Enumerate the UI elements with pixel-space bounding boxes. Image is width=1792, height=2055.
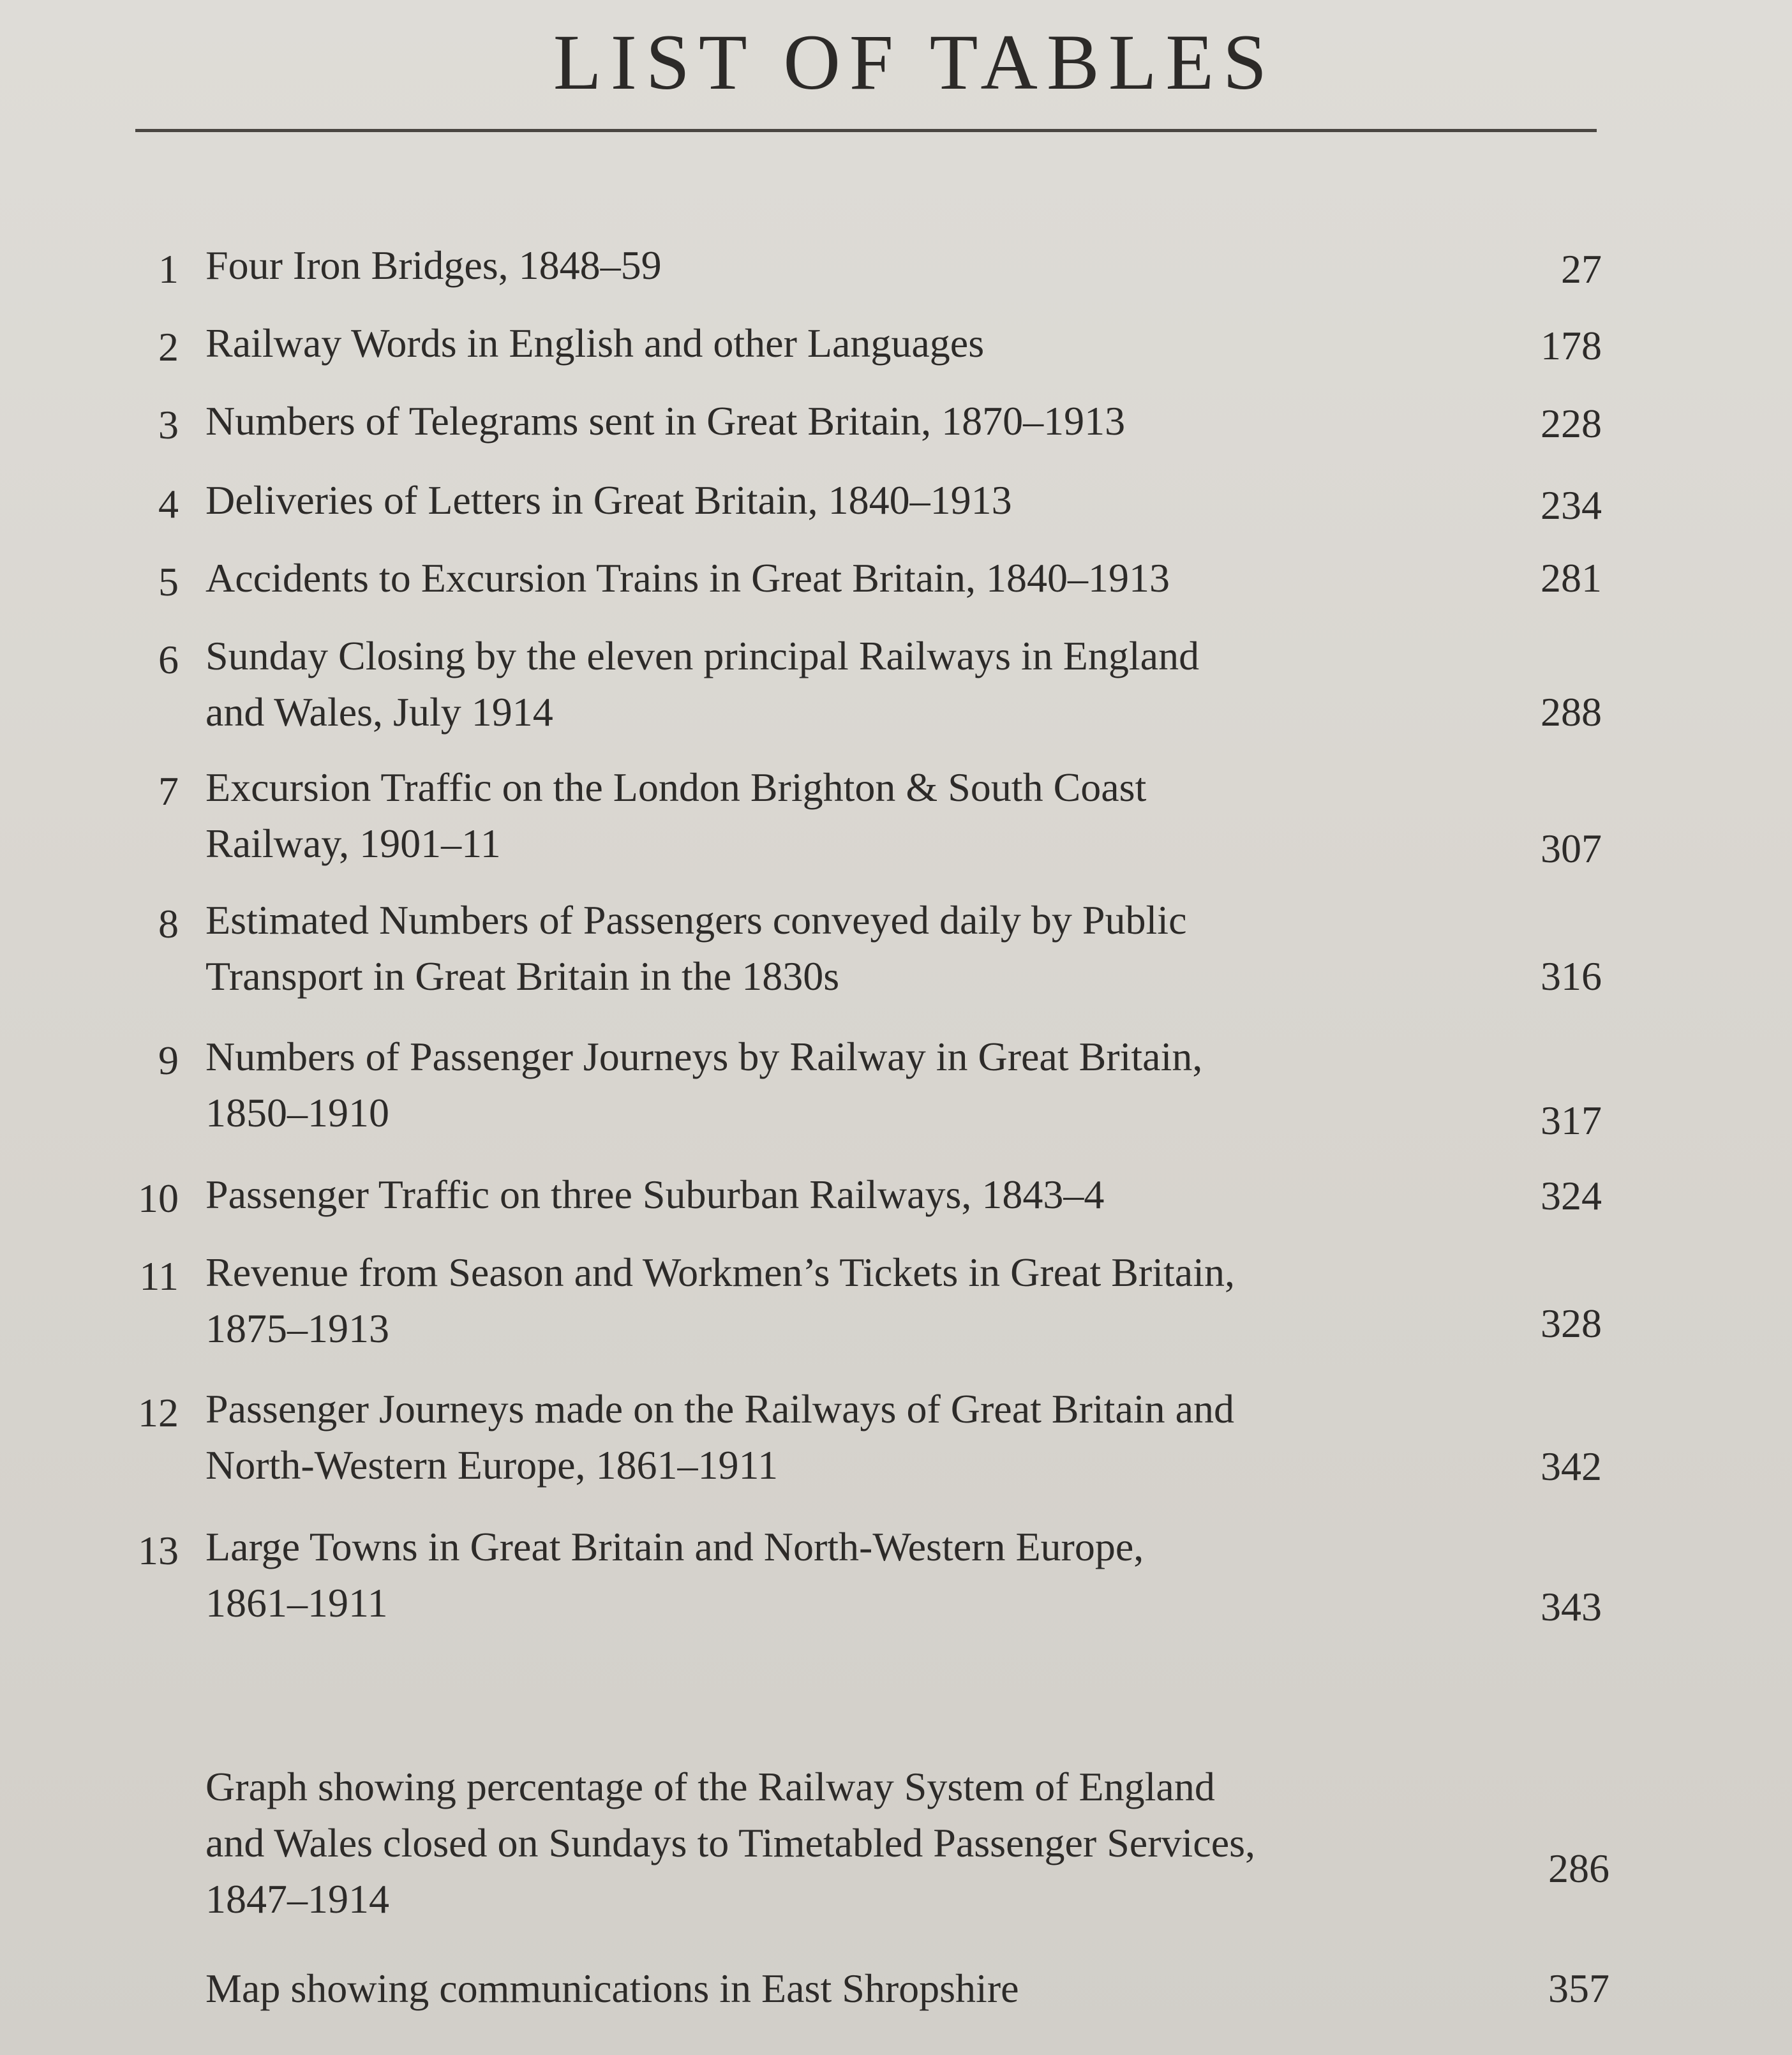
entry-title xyxy=(205,1759,1469,1927)
entry-title xyxy=(205,1381,1469,1493)
entry-title xyxy=(205,1167,1469,1223)
entry-number: 5 xyxy=(158,559,179,604)
entry-page: 324 xyxy=(1541,1173,1602,1218)
entry-line: Passenger Traffic on three Suburban Railways, 1843–4 xyxy=(205,1172,1105,1217)
entry-line: Map showing communications in East Shropshire xyxy=(205,1966,1019,2011)
entry-page: 317 xyxy=(1541,1098,1602,1143)
entry-line: Railway, 1901–11 xyxy=(205,821,501,866)
entry-line: Four Iron Bridges, 1848–59 xyxy=(205,243,662,288)
entry-line: Railway Words in English and other Languages xyxy=(205,320,985,366)
entry-line: Large Towns in Great Britain and North-Western Europe, xyxy=(205,1524,1144,1569)
entry-title xyxy=(205,472,1469,528)
entry-number: 12 xyxy=(138,1390,179,1435)
entry-title xyxy=(205,892,1469,1005)
entry-line: Graph showing percentage of the Railway System of England xyxy=(205,1764,1215,1809)
entry-page: 307 xyxy=(1541,826,1602,871)
entry-page: 288 xyxy=(1541,689,1602,735)
entry-line: 1861–1911 xyxy=(205,1580,388,1625)
entry-page: 316 xyxy=(1541,953,1602,999)
entry-number: 9 xyxy=(158,1038,179,1083)
entry-number: 1 xyxy=(158,246,179,292)
entry-title xyxy=(205,759,1469,872)
entry-number: 10 xyxy=(138,1176,179,1221)
entry-line: Revenue from Season and Workmen’s Tickets in Great Britain, xyxy=(205,1250,1235,1295)
entry-number: 8 xyxy=(158,901,179,946)
entry-line: 1850–1910 xyxy=(205,1090,389,1135)
entry-title xyxy=(205,1244,1469,1357)
entry-line: North-Western Europe, 1861–1911 xyxy=(205,1442,779,1488)
entry-page: 286 xyxy=(1548,1846,1609,1891)
entry-number: 2 xyxy=(158,324,179,370)
entry-title xyxy=(205,315,1469,371)
entry-title xyxy=(205,628,1469,740)
entry-title xyxy=(205,1519,1469,1631)
entry-line: Sunday Closing by the eleven principal Railways in England xyxy=(205,633,1200,678)
entry-line: Deliveries of Letters in Great Britain, 1840–1913 xyxy=(205,477,1012,523)
entry-line: and Wales, July 1914 xyxy=(205,689,553,735)
entry-number: 13 xyxy=(138,1528,179,1573)
entry-line: 1847–1914 xyxy=(205,1876,389,1922)
entry-page: 342 xyxy=(1541,1444,1602,1489)
entry-title xyxy=(205,550,1469,606)
entry-title xyxy=(205,1029,1469,1141)
entry-page: 281 xyxy=(1541,555,1602,601)
entry-page: 328 xyxy=(1541,1301,1602,1346)
entry-number: 11 xyxy=(139,1253,179,1299)
title-rule xyxy=(135,129,1597,132)
entry-page: 343 xyxy=(1541,1584,1602,1629)
entry-number: 4 xyxy=(158,481,179,527)
entry-title xyxy=(205,237,1469,294)
page-title: LIST OF TABLES xyxy=(553,19,1276,106)
entry-line: Accidents to Excursion Trains in Great Britain, 1840–1913 xyxy=(205,555,1170,601)
entry-line: 1875–1913 xyxy=(205,1306,389,1351)
entry-page: 357 xyxy=(1548,1966,1609,2011)
entry-line: Passenger Journeys made on the Railways of Great Britain and xyxy=(205,1386,1235,1431)
entry-page: 178 xyxy=(1541,323,1602,368)
entry-title xyxy=(205,1961,1469,2017)
entry-line: Numbers of Passenger Journeys by Railway in Great Britain, xyxy=(205,1034,1203,1079)
entry-line: Estimated Numbers of Passengers conveyed daily by Public xyxy=(205,897,1187,943)
entry-page: 228 xyxy=(1541,401,1602,446)
entry-number: 7 xyxy=(158,768,179,814)
entry-line: Numbers of Telegrams sent in Great Britain, 1870–1913 xyxy=(205,398,1126,444)
entry-number: 3 xyxy=(158,402,179,447)
entry-page: 27 xyxy=(1561,246,1602,292)
entry-line: and Wales closed on Sundays to Timetabled Passenger Services, xyxy=(205,1820,1255,1865)
entry-number: 6 xyxy=(158,637,179,682)
entry-title xyxy=(205,393,1469,449)
entry-line: Excursion Traffic on the London Brighton & South Coast xyxy=(205,765,1147,810)
entry-page: 234 xyxy=(1541,482,1602,528)
entry-line: Transport in Great Britain in the 1830s xyxy=(205,953,840,999)
